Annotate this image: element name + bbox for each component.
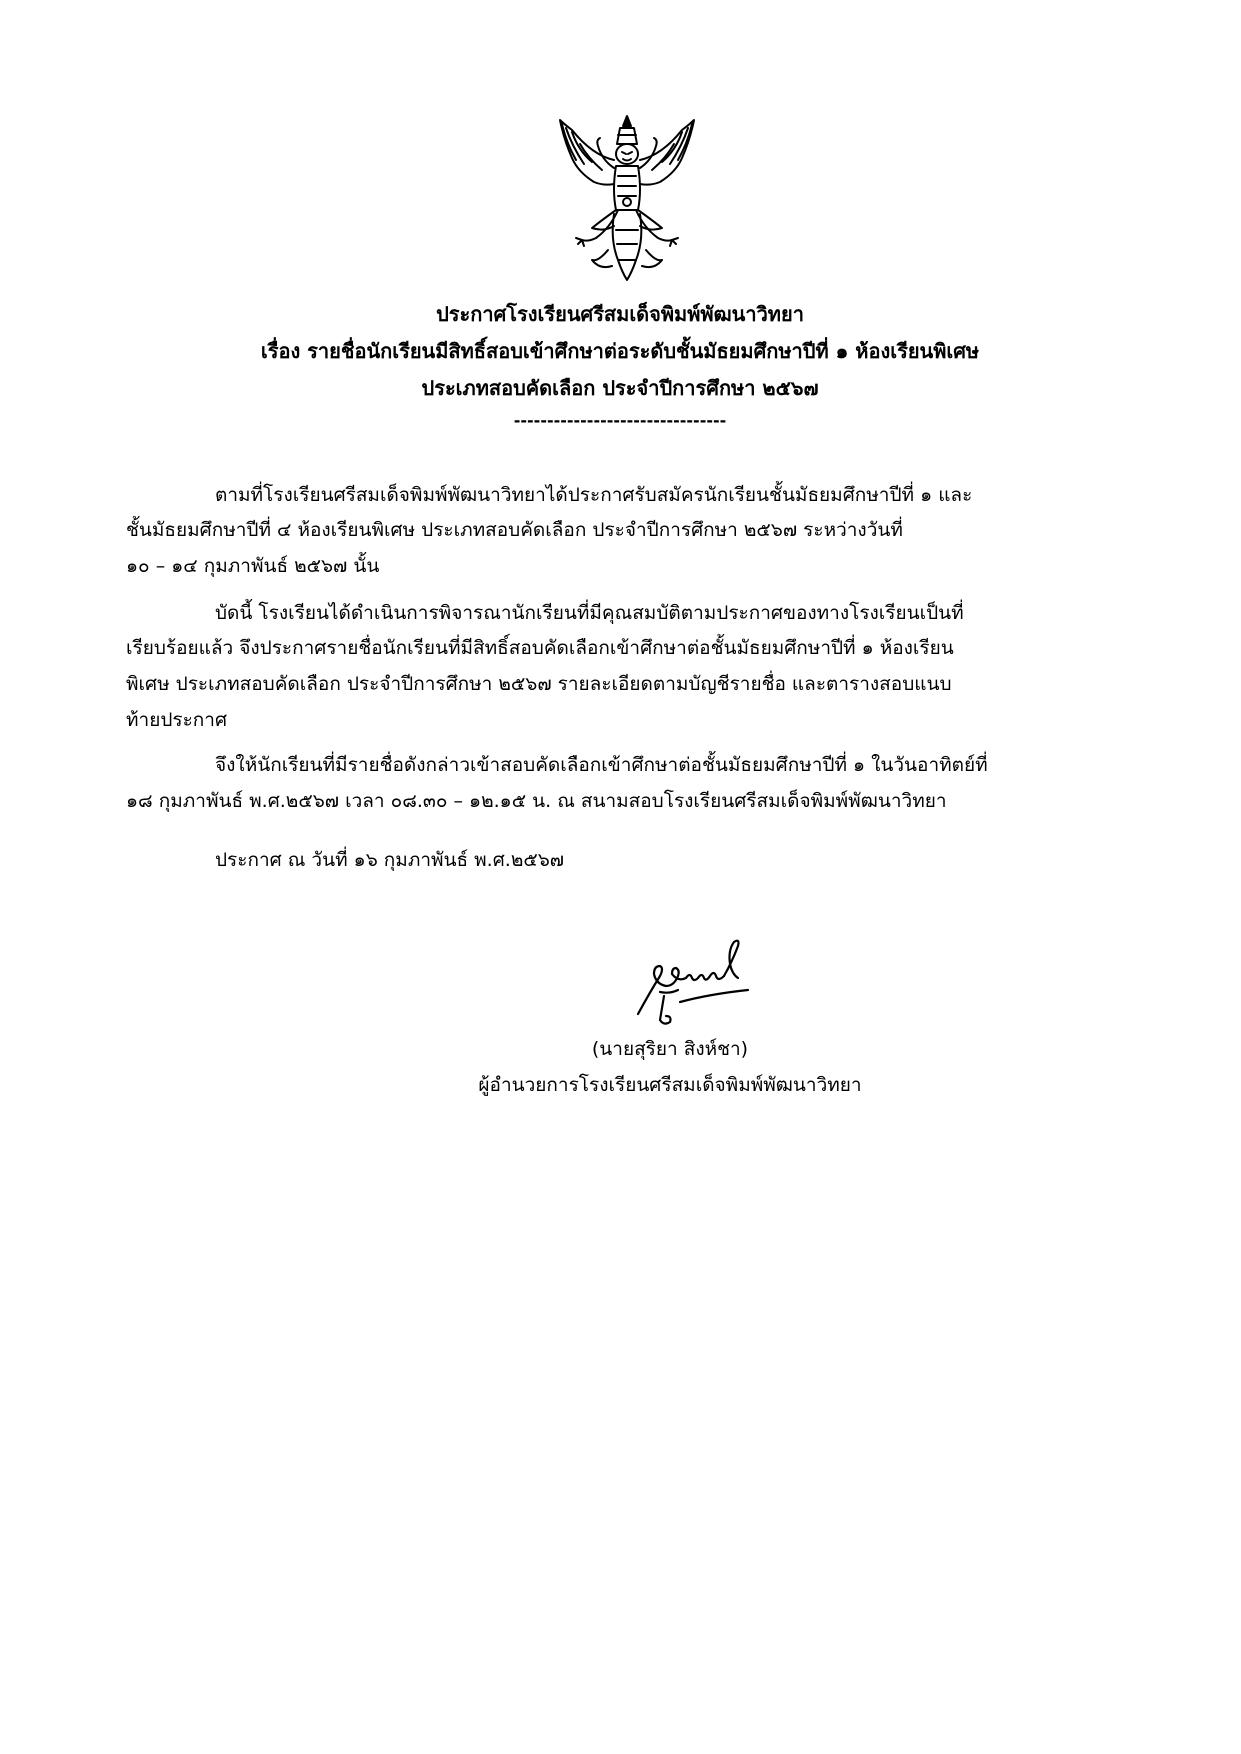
- paragraph2-line: ท้ายประกาศ: [126, 709, 228, 731]
- handwritten-signature: [630, 932, 760, 1027]
- paragraph3-line: ๑๘ กุมภาพันธ์ พ.ศ.๒๕๖๗ เวลา ๐๘.๓๐ – ๑๒.๑๕ น. ณ สนามสอบโรงเรียนศรีสมเด็จพิมพ์พัฒนาวิทยา: [126, 790, 947, 812]
- announcement-date: ประกาศ ณ วันที่ ๑๖ กุมภาพันธ์ พ.ศ.๒๕๖๗: [215, 849, 565, 871]
- announcement-category: ประเภทสอบคัดเลือก ประจำปีการศึกษา ๒๕๖๗: [421, 376, 819, 400]
- separator-line: --------------------------------: [513, 411, 727, 430]
- paragraph1-line: ตามที่โรงเรียนศรีสมเด็จพิมพ์พัฒนาวิทยาได้ประกาศรับสมัครนักเรียนชั้นมัธยมศึกษาปีที่ ๑ และ: [215, 484, 973, 506]
- announcement-title: ประกาศโรงเรียนศรีสมเด็จพิมพ์พัฒนาวิทยา: [436, 302, 804, 326]
- paragraph1-line: ชั้นมัธยมศึกษาปีที่ ๔ ห้องเรียนพิเศษ ประเภทสอบคัดเลือก ประจำปีการศึกษา ๒๕๖๗ ระหว่างวันที่: [126, 519, 903, 541]
- paragraph2-line: บัดนี้ โรงเรียนได้ดำเนินการพิจารณานักเรียนที่มีคุณสมบัติตามประกาศของทางโรงเรียนเป็นที่: [215, 602, 964, 624]
- paragraph3-line: จึงให้นักเรียนที่มีรายชื่อดังกล่าวเข้าสอบคัดเลือกเข้าศึกษาต่อชั้นมัธยมศึกษาปีที่ ๑ ในวันอาทิตย์ที่: [215, 754, 988, 776]
- signatory-position: ผู้อำนวยการโรงเรียนศรีสมเด็จพิมพ์พัฒนาวิทยา: [478, 1074, 862, 1096]
- paragraph2-line: เรียบร้อยแล้ว จึงประกาศรายชื่อนักเรียนที่มีสิทธิ์สอบคัดเลือกเข้าศึกษาต่อชั้นมัธยมศึกษาปีที่ ๑ ห้องเรียน: [126, 637, 954, 659]
- paragraph1-line: ๑๐ – ๑๔ กุมภาพันธ์ ๒๕๖๗ นั้น: [126, 555, 380, 577]
- signatory-name: (นายสุริยา สิงห์ชา): [591, 1038, 749, 1060]
- garuda-emblem: [552, 110, 702, 285]
- paragraph2-line: พิเศษ ประเภทสอบคัดเลือก ประจำปีการศึกษา ๒๕๖๗ รายละเอียดตามบัญชีรายชื่อ และตารางสอบแนบ: [126, 673, 952, 695]
- announcement-subject: เรื่อง รายชื่อนักเรียนมีสิทธิ์สอบเข้าศึกษาต่อระดับชั้นมัธยมศึกษาปีที่ ๑ ห้องเรียนพิเศษ: [260, 339, 980, 363]
